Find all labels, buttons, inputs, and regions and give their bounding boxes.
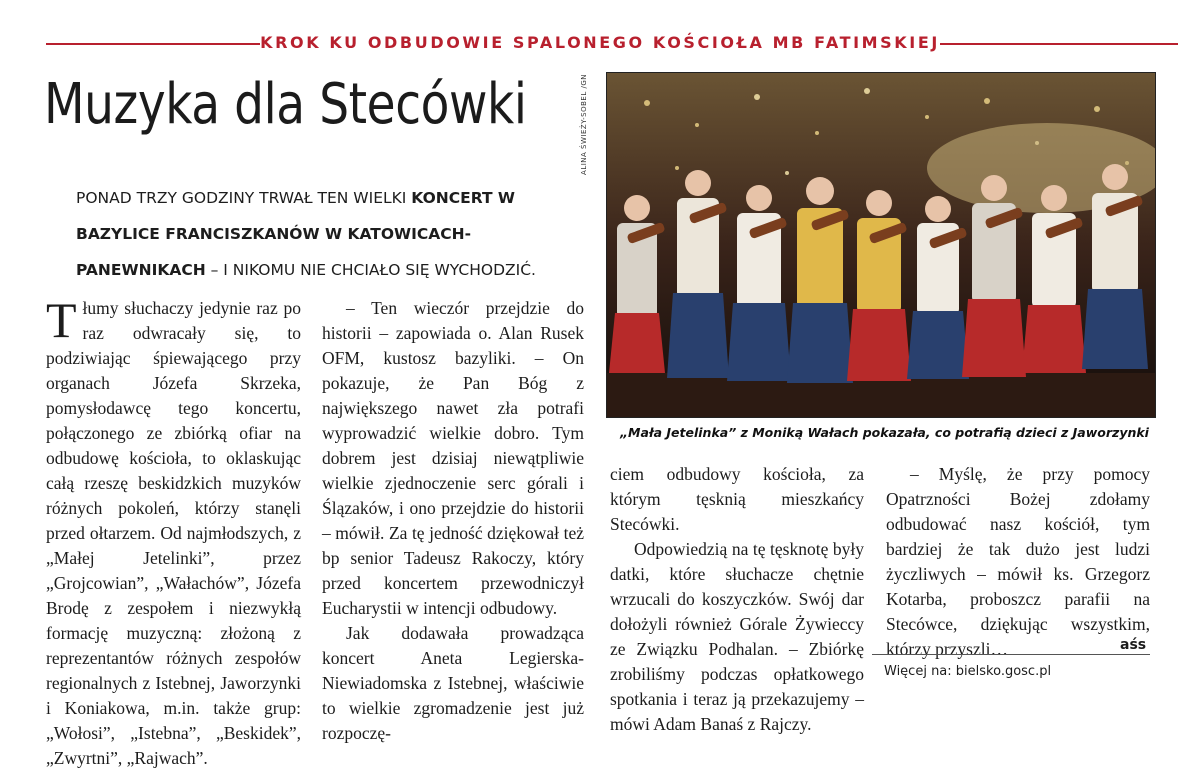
column-3-paragraph-1: ciem odbudowy kościoła, za którym tęsknią mieszkańcy Stecówki. — [610, 464, 864, 534]
column-4-paragraph-1: – Myślę, że przy pomocy Opatrzności Bożej zdołamy odbudować nasz kościół, tym bardziej że tak dużo jest ludzi życzliwych – mówił ks. Grzegorz Kotarba, proboszcz parafii na Stecówce, dziękując wszystkim, którzy przyszli… — [886, 464, 1150, 659]
lead-text-bold: KONCERT W BAZYLICE FRANCISZKANÓW W KATOWICACH-PANEWNIKACH — [76, 189, 516, 279]
headline: Muzyka dla Stecówki — [44, 72, 527, 137]
photo-caption: „Mała Jetelinka” z Moniką Wałach pokazała, co potrafią dzieci z Jaworzynki — [620, 425, 1149, 440]
author-signoff: aśs — [1120, 637, 1147, 653]
lead-text-start: PONAD TRZY GODZINY TRWAŁ TEN WIELKI — [76, 189, 407, 207]
column-3-paragraph-2: Odpowiedzią na tę tęsknotę były datki, które słuchacze chętnie wrzucali do koszyczków. Swój dar dołożyli również Górale Żywieccy ze Związku Podhalan. – Zbiórkę zrobiliśmy podczas opłatkowego spotkania i teraz ją przekazujemy – mówi Adam Banaś z Rajczy. — [610, 539, 864, 734]
article-column-4 — [886, 462, 1150, 662]
column-2-paragraph-2: Jak dodawała prowadząca koncert Aneta Legierska-Niewiadomska z Istebnej, właściwie to wielkie zgromadzenie jest już rozpoczę- — [322, 623, 584, 743]
article-column-2 — [322, 296, 584, 746]
lead-paragraph — [76, 180, 596, 288]
footer-rule — [872, 654, 1150, 655]
more-link[interactable]: Więcej na: bielsko.gosc.pl — [884, 664, 1052, 679]
column-1-text: łumy słuchaczy jedynie raz po raz odwracały się, to podziwiając śpiewającego przy organach Józefa Skrzeka, pomysłodawcę tego koncertu, połączonego ze zbiórką ofiar na odbudowę kościoła, to oklaskując całą rzeszę beskidzkich muzyków różnych pokoleń, którzy stanęli przed ołtarzem. Od najmłodszych, z „Małej Jetelinki”, przez „Grojcowian”, „Wałachów”, Józefa Brodę z zespołem i niezwykłą formację muzyczną: złożoną z reprezentantów różnych zespołów regionalnych z Istebnej, Jaworzynki i Koniakowa, m.in. także grup: „Wołosi”, „Istebna”, „Beskidek”, „Zwyrtni”, „Rajwach”. — [46, 298, 301, 768]
article-column-3 — [610, 462, 864, 737]
concert-photo-illustration — [607, 73, 1155, 417]
photo-credit: ALINA ŚWIEŻY-SOBEL /GN — [580, 74, 588, 175]
concert-photo — [606, 72, 1156, 418]
section-kicker: KROK KU ODBUDOWIE SPALONEGO KOŚCIOŁA MB FATIMSKIEJ — [260, 31, 940, 55]
drop-cap: T — [46, 292, 77, 348]
article-column-1 — [46, 292, 301, 771]
lead-text-end: – I NIKOMU NIE CHCIAŁO SIĘ WYCHODZIĆ. — [210, 261, 536, 279]
column-2-paragraph-1: – Ten wieczór przejdzie do historii – zapowiada o. Alan Rusek OFM, kustosz bazyliki. – On pokazuje, że Pan Bóg z największego nawet zła potrafi wyprowadzić wielkie dobro. Tym dobrem jest dzisiaj niewątpliwie wielkie zjednoczenie serc górali i Ślązaków, i ono przejdzie do historii – mówił. Za tę jedność dziękował też bp senior Tadeusz Rakoczy, który przed koncertem przewodniczył Eucharystii w intencji odbudowy. — [322, 298, 584, 618]
